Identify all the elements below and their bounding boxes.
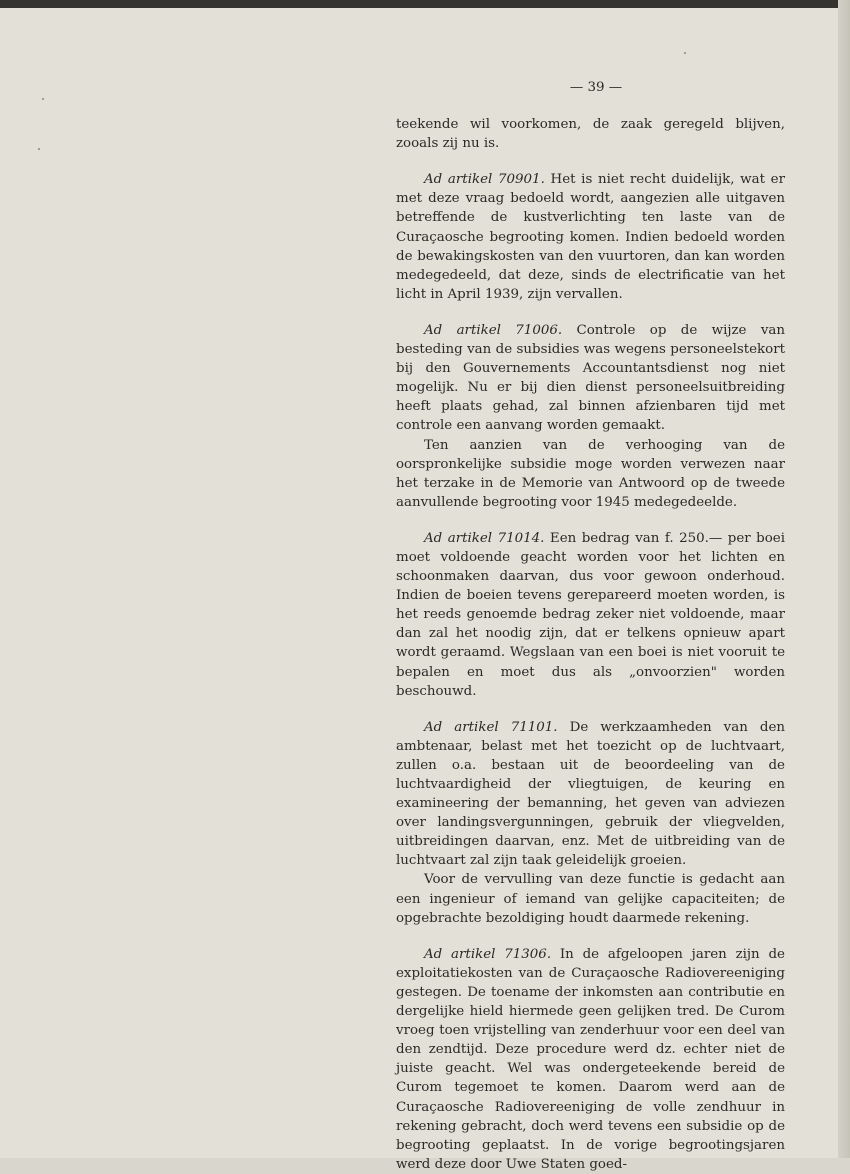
paragraph-article-71006-continued [396,436,785,512]
paragraph-text: teekende wil voorkomen, de zaak geregeld blijven, zooals zij nu is. [396,117,785,152]
paragraph-article-71101 [396,718,785,871]
paragraph-article-71006 [396,321,785,436]
page-text [396,78,785,1174]
paragraph-text: In de afgeloopen jaren zijn de exploitatiekosten van de Curaçaosche Radiovereeniging gestegen. De toename der inkomsten aan contributie en dergelijke hield hiermede geen gelijken tred. De Curom vroeg toen vrijstelling van zenderhuur voor een deel van den zendtijd. Deze procedure werd dz. echter niet de juiste geacht. Wel was ondergeteekende bereid de Curom tegemoet te komen. Daarom werd aan de Curaçaosche Radiovereeniging de volle zendhuur in rekening gebracht, doch werd tevens een subsidie op de begrooting geplaatst. In de vorige begrootingsjaren werd deze door Uwe Staten goed- [396,946,785,1172]
paper-speck [684,52,686,54]
article-heading: Ad artikel 71006. [424,322,563,338]
paragraph-article-71101-continued [396,870,785,927]
page-number: — 39 — [569,80,623,95]
article-heading: Ad artikel 71014. [424,530,545,546]
paragraph-text: Voor de vervulling van deze functie is gedacht aan een ingenieur of iemand van gelijke capaciteiten; de opgebrachte bezoldiging houdt daarmede rekening. [396,872,785,926]
paragraph-article-71306 [396,945,785,1174]
paragraph-article-71014 [396,529,785,701]
paragraph-text: Controle op de wijze van besteding van de subsidies was wegens personeelstekort bij den Gouvernements Accountantsdienst nog niet mogelijk. Nu er bij dien dienst personeelsuitbreiding heeft plaats gehad, zal binnen afzienbaren tijd met controle een aanvang worden gemaakt. [396,322,785,434]
paper-speck [38,148,40,150]
article-heading: Ad artikel 70901. [424,172,545,188]
paragraph-text: De werkzaamheden van den ambtenaar, belast met het toezicht op de luchtvaart, zullen o.a. bestaan uit de beoordeeling van de luchtvaardigheid der vliegtuigen, de keuring en examineering der bemanning, het geven van adviezen over landingsvergunningen, gebruik der vliegvelden, uitbreidingen daarvan, enz. Met de uitbreiding van de luchtvaart zal zijn taak geleidelijk groeien. [396,719,785,869]
paper-speck [42,98,44,100]
paragraph-continuation [396,115,785,153]
paragraph-article-70901 [396,170,785,304]
scan-top-edge [0,0,850,8]
article-heading: Ad artikel 71101. [424,719,558,735]
paragraph-text: Ten aanzien van de verhooging van de oorspronkelijke subsidie moge worden verwezen naar het terzake in de Memorie van Antwoord op de tweede aanvullende begrooting voor 1945 medegedeelde. [396,437,785,510]
scan-right-edge [838,0,850,1158]
paragraph-text: Een bedrag van f. 250.— per boei moet voldoende geacht worden voor het lichten en schoonmaken daarvan, dus voor gewoon onderhoud. Indien de boeien tevens gerepareerd moeten worden, is het reeds genoemde bedrag zeker niet voldoende, maar dan zal het noodig zijn, dat er telkens opnieuw apart wordt geraamd. Wegslaan van een boei is niet vooruit te bepalen en moet dus als „onvoorzien" worden beschouwd. [396,530,785,699]
article-heading: Ad artikel 71306. [424,946,552,962]
paragraph-text: Het is niet recht duidelijk, wat er met deze vraag bedoeld wordt, aangezien alle uitgaven betreffende de kustverlichting ten laste van de Curaçaosche begrooting komen. Indien bedoeld worden de bewakingskosten van den vuurtoren, dan kan worden medegedeeld, dat deze, sinds de electrificatie van het licht in April 1939, zijn vervallen. [396,172,785,302]
